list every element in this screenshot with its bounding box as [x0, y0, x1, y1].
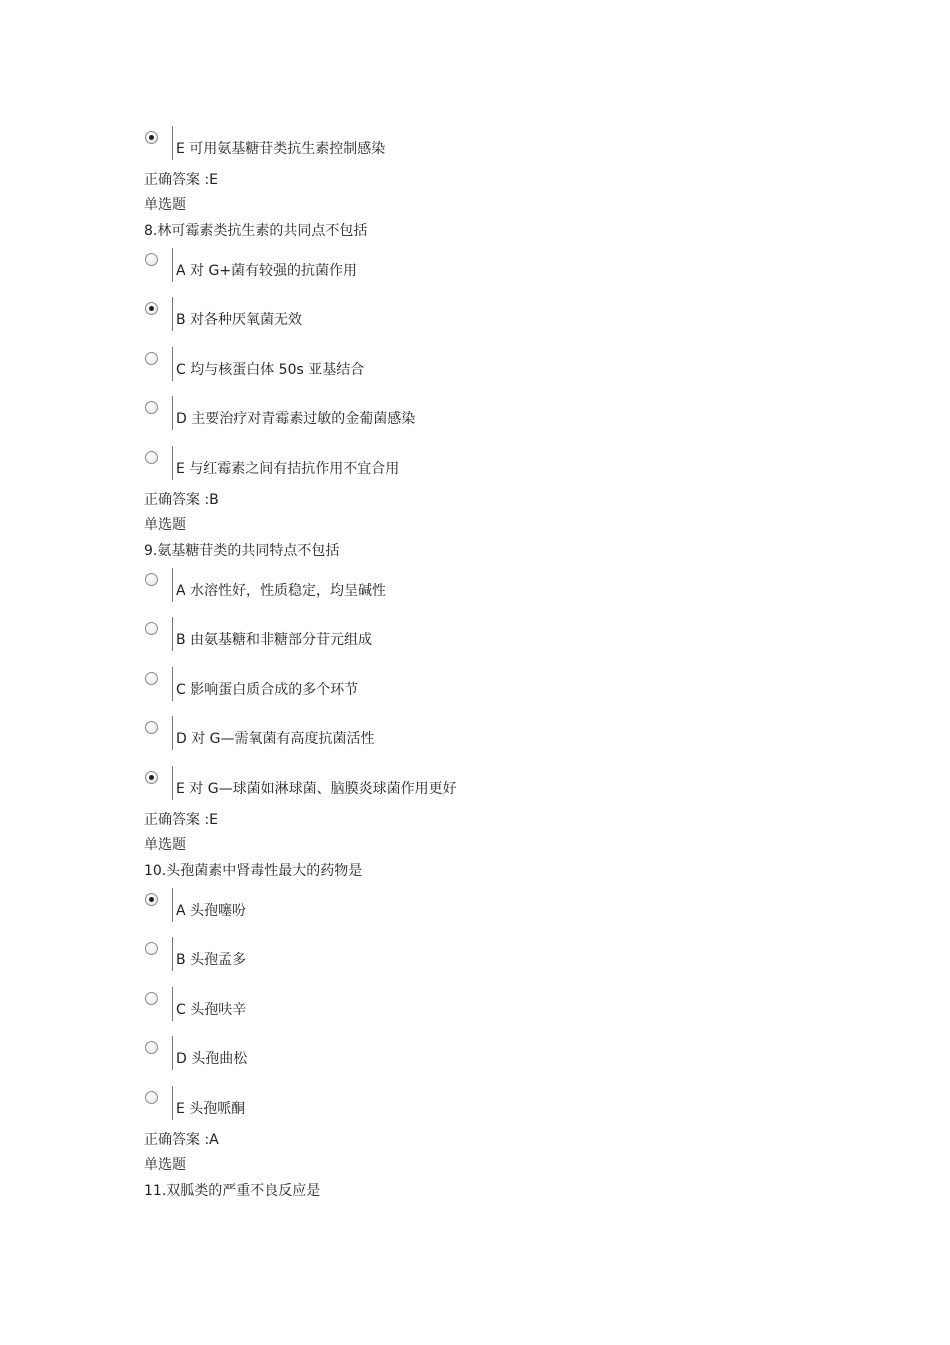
question-type-label: 单选题	[144, 1156, 186, 1173]
option-divider	[172, 568, 173, 602]
option-label: B 由氨基糖和非糖部分苷元组成	[176, 632, 373, 649]
answer-option[interactable]	[145, 671, 845, 705]
answer-option[interactable]	[145, 621, 845, 655]
option-label: E 与红霉素之间有拮抗作用不宜合用	[176, 461, 400, 477]
option-label: C 影响蛋白质合成的多个环节	[176, 681, 359, 698]
radio-unchecked-icon[interactable]	[145, 942, 158, 955]
correct-answer: 正确答案 :B	[144, 491, 219, 508]
option-label: E 头孢哌酮	[176, 1101, 246, 1117]
radio-unchecked-icon[interactable]	[145, 1041, 158, 1054]
option-label: E 对 G—球菌如淋球菌、脑膜炎球菌作用更好	[176, 781, 457, 797]
radio-unchecked-icon[interactable]	[145, 401, 158, 414]
answer-option[interactable]	[145, 1040, 845, 1074]
radio-unchecked-icon[interactable]	[145, 672, 158, 685]
answer-option[interactable]	[145, 572, 845, 606]
question-type-label: 单选题	[144, 196, 186, 213]
radio-unchecked-icon[interactable]	[145, 992, 158, 1005]
correct-answer: 正确答案 :E	[144, 811, 219, 828]
option-label: C 头孢呋辛	[176, 1001, 247, 1018]
option-divider	[172, 937, 173, 971]
option-label: D 主要治疗对青霉素过敏的金葡菌感染	[176, 411, 416, 428]
radio-unchecked-icon[interactable]	[145, 573, 158, 586]
answer-option[interactable]	[145, 1090, 845, 1124]
option-divider	[172, 617, 173, 651]
option-label: E 可用氨基糖苷类抗生素控制感染	[176, 141, 386, 157]
option-divider	[172, 1036, 173, 1070]
radio-checked-icon[interactable]	[145, 302, 158, 315]
option-label: D 对 G—需氧菌有高度抗菌活性	[176, 731, 375, 748]
option-divider	[172, 716, 173, 750]
option-divider	[172, 347, 173, 381]
question-title: 11.双胍类的严重不良反应是	[144, 1182, 321, 1199]
question-type-label: 单选题	[144, 836, 186, 853]
option-label: B 对各种厌氧菌无效	[176, 312, 303, 329]
option-divider	[172, 888, 173, 922]
option-divider	[172, 126, 173, 160]
option-divider	[172, 446, 173, 480]
answer-option[interactable]	[145, 770, 845, 804]
option-label: C 均与核蛋白体 50s 亚基结合	[176, 361, 365, 378]
radio-unchecked-icon[interactable]	[145, 1091, 158, 1104]
answer-option[interactable]	[145, 450, 845, 484]
question-title: 10.头孢菌素中肾毒性最大的药物是	[144, 862, 363, 879]
answer-option[interactable]	[145, 400, 845, 434]
option-divider	[172, 987, 173, 1021]
answer-option[interactable]	[145, 892, 845, 926]
radio-unchecked-icon[interactable]	[145, 352, 158, 365]
correct-answer: 正确答案 :E	[144, 171, 219, 188]
radio-unchecked-icon[interactable]	[145, 622, 158, 635]
option-divider	[172, 766, 173, 800]
answer-option[interactable]	[145, 941, 845, 975]
radio-checked-icon[interactable]	[145, 771, 158, 784]
option-divider	[172, 667, 173, 701]
question-title: 8.林可霉素类抗生素的共同点不包括	[144, 222, 368, 239]
question-type-label: 单选题	[144, 516, 186, 533]
option-divider	[172, 1086, 173, 1120]
option-label: A 头孢噻吩	[176, 902, 247, 919]
option-divider	[172, 248, 173, 282]
radio-unchecked-icon[interactable]	[145, 253, 158, 266]
option-label: B 头孢孟多	[176, 952, 247, 969]
option-divider	[172, 297, 173, 331]
radio-unchecked-icon[interactable]	[145, 721, 158, 734]
answer-option[interactable]	[145, 252, 845, 286]
correct-answer: 正确答案 :A	[144, 1131, 219, 1148]
radio-unchecked-icon[interactable]	[145, 451, 158, 464]
answer-option[interactable]	[145, 991, 845, 1025]
radio-checked-icon[interactable]	[145, 131, 158, 144]
answer-option[interactable]	[145, 301, 845, 335]
question-title: 9.氨基糖苷类的共同特点不包括	[144, 542, 340, 559]
answer-option[interactable]	[145, 351, 845, 385]
option-label: A 对 G+菌有较强的抗菌作用	[176, 262, 358, 279]
option-divider	[172, 396, 173, 430]
option-label: A 水溶性好，性质稳定，均呈碱性	[176, 582, 387, 599]
option-label: D 头孢曲松	[176, 1051, 248, 1068]
answer-option[interactable]	[145, 720, 845, 754]
radio-checked-icon[interactable]	[145, 893, 158, 906]
answer-option[interactable]	[145, 130, 845, 164]
